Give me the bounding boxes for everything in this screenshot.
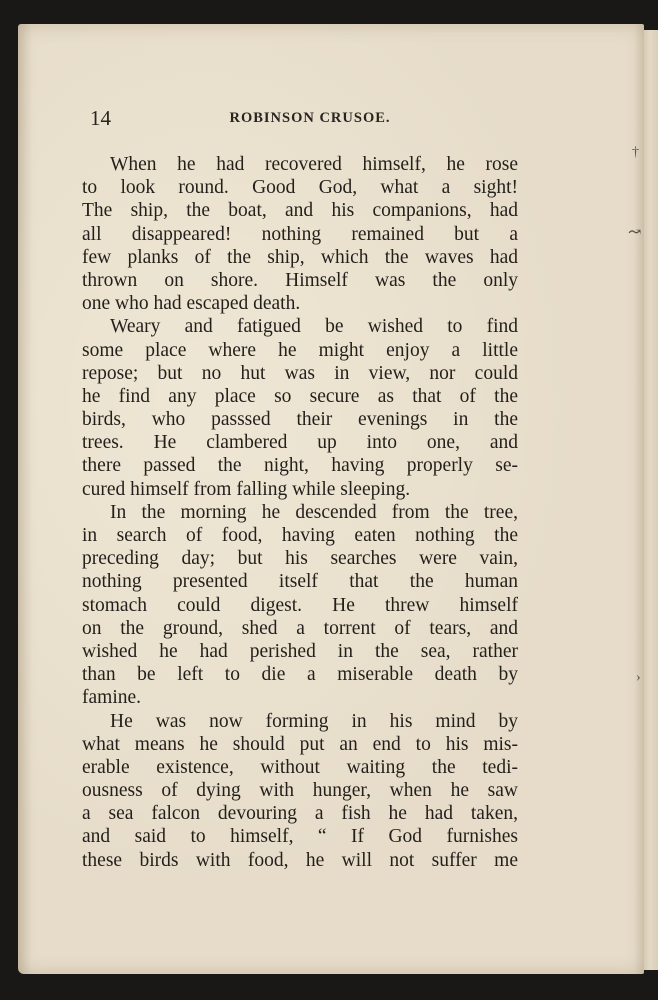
text-line: thrown on shore. Himself was the only [82, 269, 518, 291]
text-line: The ship, the boat, and his companions, had [82, 200, 518, 222]
text-line: ousness of dying with hunger, when he saw [82, 780, 518, 802]
text-line: on the ground, shed a torrent of tears, and [82, 617, 518, 639]
text-line: there passed the night, having properly se- [82, 455, 518, 477]
text-line: In the morning he descended from the tree, [110, 501, 518, 523]
text-line: to look round. Good God, what a sight! [82, 177, 518, 199]
running-title: ROBINSON CRUSOE. [229, 110, 391, 126]
text-line: these birds with food, he will not suffer me [82, 849, 518, 871]
text-line: repose; but no hut was in view, nor could [82, 362, 518, 384]
text-line: some place where he might enjoy a little [82, 339, 518, 361]
page-header [90, 106, 530, 132]
text-line: than be left to die a miserable death by [82, 664, 518, 686]
text-line: all disappeared! nothing remained but a [82, 223, 518, 245]
text-line: nothing presented itself that the human [82, 571, 518, 593]
text-line: in search of food, having eaten nothing the [82, 525, 518, 546]
page-number: 14 [90, 106, 111, 130]
text-line: erable existence, without waiting the tedi- [82, 756, 518, 778]
text-line: a sea falcon devouring a fish he had taken, [82, 803, 518, 825]
text-line: trees. He clambered up into one, and [82, 432, 518, 454]
text-line: birds, who passsed their evenings in the [82, 409, 518, 431]
text-line: he find any place so secure as that of the [82, 385, 518, 407]
text-line: preceding day; but his searches were vain, [82, 548, 518, 570]
text-line: Weary and fatigued be wished to find [110, 316, 518, 338]
text-line: one who had escaped death. [82, 293, 301, 315]
page-tear-icon: ↝ [628, 224, 642, 241]
text-line: what means he should put an end to his mis- [82, 733, 518, 755]
text-line: and said to himself, “ If God furnishes [82, 826, 518, 848]
text-line: wished he had perished in the sea, rather [82, 640, 518, 662]
body-text [82, 153, 518, 872]
margin-mark-icon-2: › [636, 670, 641, 685]
margin-mark-icon: † [632, 145, 639, 160]
text-line: stomach could digest. He threw himself [82, 594, 518, 616]
text-line: few planks of the ship, which the waves had [82, 246, 518, 268]
text-line: When he had recovered himself, he rose [110, 154, 518, 175]
text-line: famine. [82, 687, 142, 709]
text-line: cured himself from falling while sleeping. [82, 478, 411, 500]
text-line: He was now forming in his mind by [110, 710, 518, 732]
